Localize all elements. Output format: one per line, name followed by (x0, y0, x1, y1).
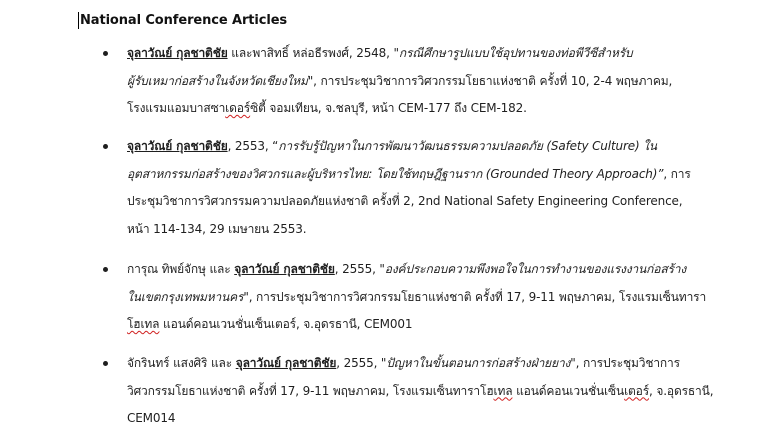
reference-line (127, 133, 727, 161)
reference-text: ประชุมวิชาการวิศวกรรมความปลอดภัยแห่งชาติ ครั้งที่ 2, 2nd National Safety Engineering Conference, (127, 194, 683, 208)
reference-text: และพาสิทธิ์ หล่อธีรพงศ์, 2548, " (227, 46, 399, 60)
reference-line (127, 68, 727, 96)
reference-text: ", การประชุมวิชาการวิศวกรรมโยธาแห่งชาติ ครั้งที่ 17, 9-11 พฤษภาคม, โรงแรมเซ็นทารา (243, 289, 707, 304)
reference-text: แอนด์คอนเวนชั่นเซ็นเตอร์, จ.อุดรธานี, CEM001 (159, 317, 413, 331)
reference-text: จักรินทร์ แสงศิริ และ (127, 356, 236, 370)
reference-line (127, 311, 727, 339)
reference-line (127, 216, 727, 244)
reference-item[interactable] (127, 350, 727, 433)
reference-item[interactable] (127, 40, 727, 123)
reference-line (127, 378, 727, 406)
reference-line (127, 188, 727, 216)
heading-row (78, 10, 287, 30)
reference-line (127, 256, 727, 284)
spellcheck-flagged-word: เดอร์ (225, 101, 251, 115)
article-title: ในเขตกรุงเทพมหานคร (127, 289, 244, 304)
article-title: ปัญหาในขั้นตอนการก่อสร้างฝ่ายยาง (386, 356, 571, 370)
author-name: จุลาวัณย์ กุลชาติชัย (127, 46, 228, 60)
article-title: อุตสาหกรรมก่อสร้างของวิศวกรและผู้บริหารไทย: โดยใช้ทฤษฎีฐานราก (Grounded Theory Approach)” (127, 166, 664, 181)
reference-text: , 2553, “ (227, 139, 279, 153)
reference-text: , จ.อุดรธานี, (649, 383, 714, 398)
reference-text: ", การประชุมวิชาการ (570, 356, 680, 370)
article-title: การรับรู้ปัญหาในการพัฒนาวัฒนธรรมความปลอดภัย (Safety Culture) ใน (278, 139, 657, 153)
author-name: จุลาวัณย์ กุลชาติชัย (234, 262, 335, 276)
author-name: จุลาวัณย์ กุลชาติชัย (127, 139, 228, 153)
reference-line (127, 350, 727, 378)
reference-text: แอนด์คอนเวนชั่นเซ็น (512, 383, 625, 398)
bullet-icon (103, 267, 108, 272)
section-heading[interactable]: National Conference Articles (80, 12, 288, 28)
reference-text: ซิตี้ จอมเทียน, จ.ชลบุรี, หน้า CEM-177 ถึง CEM-182. (250, 101, 527, 115)
text-cursor (78, 12, 79, 29)
reference-line (127, 95, 727, 123)
spellcheck-flagged-word: โฮเทล (127, 317, 160, 331)
reference-text: โรงแรมแอมบาสซา (127, 101, 226, 115)
article-title: องค์ประกอบความพึงพอใจในการทำงานของแรงงานก่อสร้าง (384, 262, 687, 276)
reference-line (127, 405, 727, 433)
article-title: ผู้รับเหมาก่อสร้างในจังหวัดเชียงใหม่ (127, 73, 308, 88)
author-name: จุลาวัณย์ กุลชาติชัย (235, 356, 337, 370)
bullet-icon (103, 51, 108, 56)
reference-text: ", การประชุมวิชาการวิศวกรรมโยธาแห่งชาติ ครั้งที่ 10, 2-4 พฤษภาคม, (307, 73, 673, 88)
reference-line (127, 40, 727, 68)
reference-text: หน้า 114-134, 29 เมษายน 2553. (127, 221, 307, 236)
spellcheck-flagged-word: เทล (493, 383, 513, 398)
article-title: กรณีศึกษารูปแบบใช้อุปทานของท่อพีวีซีสำหรับ (398, 46, 633, 60)
bullet-icon (103, 361, 108, 366)
reference-line (127, 284, 727, 312)
reference-text: วิศวกรรมโยธาแห่งชาติ ครั้งที่ 17, 9-11 พฤษภาคม, โรงแรมเซ็นทาราโฮ (127, 383, 494, 398)
reference-text: , 2555, " (336, 356, 387, 370)
reference-line (127, 161, 727, 189)
reference-text: การุณ ทิพย์จักษุ และ (127, 262, 235, 276)
reference-item[interactable] (127, 133, 727, 243)
reference-item[interactable] (127, 256, 727, 339)
reference-text: , การ (663, 166, 691, 181)
spellcheck-flagged-word: เตอร์ (624, 383, 650, 398)
bullet-icon (103, 144, 108, 149)
reference-text: , 2555, " (334, 262, 385, 276)
reference-text: CEM014 (127, 411, 176, 425)
